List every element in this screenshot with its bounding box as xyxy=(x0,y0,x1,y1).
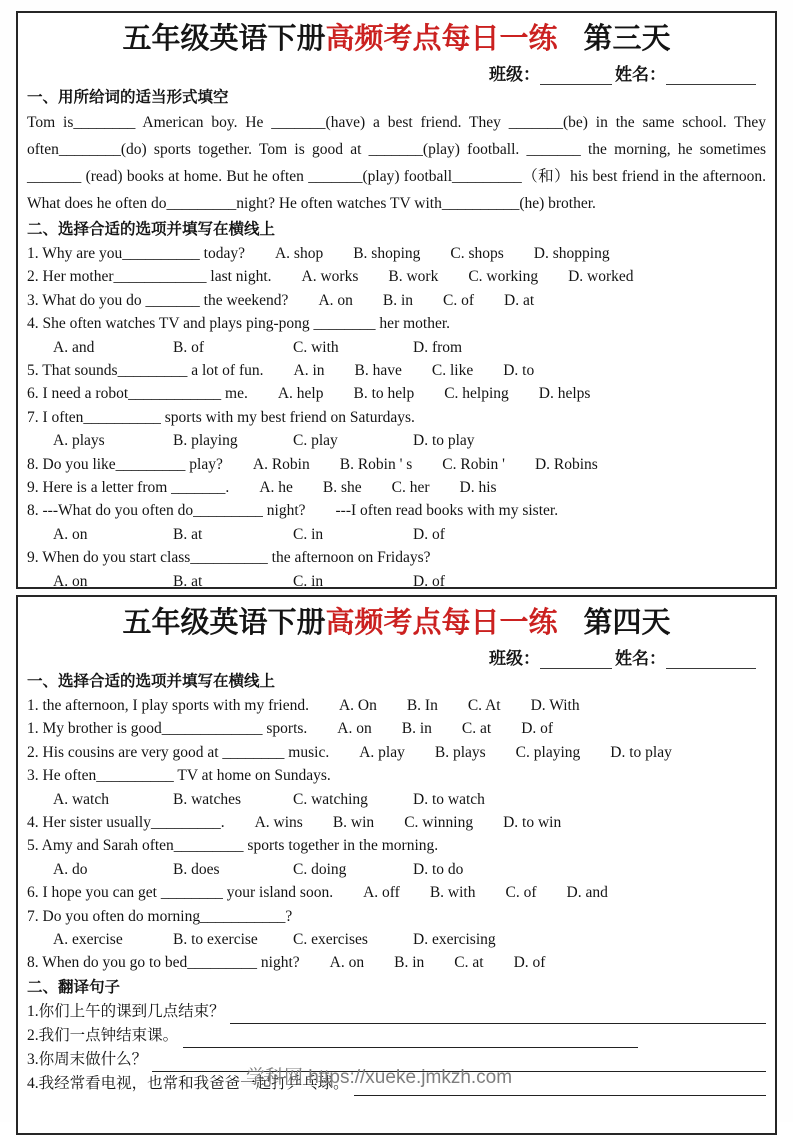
question-text: 4. She often watches TV and plays ping-pong ________ her mother. xyxy=(27,315,451,333)
section-heading-choice-day3: 二、选择合适的选项并填写在横线上 xyxy=(27,221,276,238)
option-item: D. helps xyxy=(538,385,591,403)
question-line xyxy=(27,336,766,359)
option-item: B. in xyxy=(382,291,414,309)
option-item: B. work xyxy=(388,268,439,286)
cloze-paragraph: Tom is________ American boy. He _______(have) a best friend. They _______(be) in the same school. They often________(do) sports together. Tom is good at _______(play) football. _______ the morning, he sometimes _______ (read) books at home. But he often _______(play) football_________（和）his best friend in the afternoon. What does he often do_________night? He often watches TV with__________(he) brother. xyxy=(27,114,766,212)
option-item: C. like xyxy=(431,362,474,380)
class-name-row xyxy=(27,643,766,669)
question-line xyxy=(27,858,766,881)
question-text: 8. When do you go to bed_________ night? xyxy=(27,954,300,972)
option-item: A. shop xyxy=(274,245,324,262)
option-item: B. In xyxy=(406,697,438,714)
translation-line xyxy=(27,1000,766,1024)
question-text: 2. His cousins are very good at ________ music. xyxy=(27,743,330,761)
option-item: A. play xyxy=(359,743,405,761)
option-item: A. on xyxy=(53,572,88,590)
option-item: B. have xyxy=(354,362,402,380)
watermark-text: 学科网 https://xueke.jmkzh.com xyxy=(246,1067,513,1088)
option-item: C. shops xyxy=(450,245,504,262)
name-blank xyxy=(666,650,756,669)
title-highlight: 高频考点每日一练 xyxy=(325,607,558,639)
option-item: A. works xyxy=(301,268,359,286)
question-text: 5. That sounds_________ a lot of fun. xyxy=(27,362,264,380)
option-item: A. on xyxy=(329,954,365,972)
question-text: 4. Her sister usually_________. xyxy=(27,814,225,832)
translation-text: 2.我们一点钟结束课。 xyxy=(27,1026,179,1044)
option-item: C. of xyxy=(505,884,537,902)
question-line xyxy=(27,834,766,857)
day4-question-list xyxy=(27,694,766,975)
option-item: C. in xyxy=(293,572,324,590)
worksheet-title-day3 xyxy=(27,21,766,57)
option-item: A. Robin xyxy=(252,455,310,473)
day3-section xyxy=(16,11,777,589)
answer-blank xyxy=(354,1077,766,1096)
option-item: B. at xyxy=(173,572,203,590)
option-item: A. wins xyxy=(254,814,303,832)
option-item: B. to help xyxy=(353,385,415,403)
question-line xyxy=(27,429,766,452)
section-heading-cloze: 一、用所给词的适当形式填空 xyxy=(27,89,229,106)
option-item: B. she xyxy=(322,479,362,497)
option-item: B. win xyxy=(332,814,375,832)
option-item: D. of xyxy=(413,525,445,543)
option-item: A. do xyxy=(53,860,88,878)
option-item: C. at xyxy=(461,720,492,738)
question-text: 5. Amy and Sarah often_________ sports together in the morning. xyxy=(27,837,439,855)
section-heading-translate: 二、翻译句子 xyxy=(27,978,121,996)
option-item: C. At xyxy=(467,697,501,714)
option-item: D. Robins xyxy=(534,455,598,473)
option-item: C. Robin ' xyxy=(442,455,505,473)
option-item: D. from xyxy=(413,338,463,356)
option-item: A. in xyxy=(293,362,325,380)
option-item: D. to xyxy=(503,362,535,380)
question-line xyxy=(27,881,766,904)
title-course: 五年级英语下册 xyxy=(122,607,326,639)
name-label: 姓名： xyxy=(615,65,666,84)
option-item: D. to play xyxy=(413,432,475,450)
option-item: ---I often read books with my sister. xyxy=(335,502,559,520)
question-line xyxy=(27,764,766,787)
option-item: C. her xyxy=(391,479,430,497)
option-item: D. to play xyxy=(610,743,672,761)
translation-text: 1.你们上午的课到几点结束？ xyxy=(27,1002,225,1020)
question-text: 1. Why are you__________ today? xyxy=(27,245,245,262)
option-item: D. shopping xyxy=(533,245,610,262)
day3-question-list xyxy=(27,242,766,593)
option-item: D. of xyxy=(413,572,445,590)
option-item: D. With xyxy=(530,697,580,714)
class-label: 班级： xyxy=(489,65,540,84)
option-item: A. on xyxy=(53,525,88,543)
class-blank xyxy=(540,650,612,669)
question-line xyxy=(27,905,766,928)
translation-line xyxy=(27,1072,766,1096)
option-item: B. watches xyxy=(173,790,242,808)
question-line xyxy=(27,289,766,312)
option-item: C. working xyxy=(468,268,539,286)
option-item: B. does xyxy=(173,860,220,878)
question-line xyxy=(27,453,766,476)
question-text: 1. the afternoon, I play sports with my friend. xyxy=(27,697,309,714)
option-item: B. with xyxy=(429,884,476,902)
question-text: 6. I need a robot____________ me. xyxy=(27,385,248,403)
question-text: 9. Here is a letter from _______. xyxy=(27,479,230,497)
option-item: B. Robin ' s xyxy=(339,455,413,473)
title-highlight: 高频考点每日一练 xyxy=(325,23,558,55)
class-name-row xyxy=(27,59,766,85)
option-item: A. and xyxy=(53,338,95,356)
question-line xyxy=(27,717,766,740)
question-text: 3. What do you do _______ the weekend? xyxy=(27,291,289,309)
option-item: A. help xyxy=(277,385,324,403)
option-item: C. with xyxy=(293,338,339,356)
option-item: A. On xyxy=(338,697,377,714)
question-text: 3. He often__________ TV at home on Sundays. xyxy=(27,767,331,785)
option-item: A. off xyxy=(363,884,400,902)
class-blank xyxy=(540,66,612,85)
question-line xyxy=(27,694,766,717)
day4-translation-list xyxy=(27,1000,766,1096)
option-item: D. of xyxy=(521,720,554,738)
question-text: 8. Do you like_________ play? xyxy=(27,455,223,473)
question-line xyxy=(27,242,766,265)
option-item: D. of xyxy=(513,954,546,972)
option-item: C. in xyxy=(293,525,324,543)
option-item: A. plays xyxy=(53,432,105,450)
option-item: B. to exercise xyxy=(173,931,258,949)
option-item: A. exercise xyxy=(53,931,123,949)
option-item: C. exercises xyxy=(293,931,368,949)
option-item: D. at xyxy=(504,291,535,309)
question-line xyxy=(27,928,766,951)
question-text: 9. When do you start class__________ the afternoon on Fridays? xyxy=(27,549,431,567)
answer-blank xyxy=(183,1029,638,1048)
question-line xyxy=(27,476,766,499)
question-line xyxy=(27,811,766,834)
title-course: 五年级英语下册 xyxy=(122,23,326,55)
option-item: A. on xyxy=(318,291,353,309)
option-item: B. plays xyxy=(434,743,486,761)
title-day-label: 第四天 xyxy=(583,607,671,639)
answer-blank xyxy=(152,1053,766,1072)
day4-section xyxy=(16,595,777,1135)
question-line xyxy=(27,741,766,764)
section-heading-choice-day4: 一、选择合适的选项并填写在横线上 xyxy=(27,673,276,690)
option-item: C. playing xyxy=(515,743,581,761)
question-line xyxy=(27,570,766,593)
option-item: D. worked xyxy=(568,268,634,286)
option-item: C. at xyxy=(454,954,484,972)
answer-blank xyxy=(230,1005,766,1024)
translation-line xyxy=(27,1048,766,1072)
option-item: A. on xyxy=(337,720,372,738)
translation-text: 4.我经常看电视，也常和我爸爸一起打乒乓球。 xyxy=(27,1074,349,1092)
question-text: 7. Do you often do morning___________? xyxy=(27,907,293,925)
option-item: B. shoping xyxy=(353,245,421,262)
worksheet-title-day4 xyxy=(27,605,766,641)
question-text: 8. ---What do you often do_________ night? xyxy=(27,502,306,520)
option-item: B. in xyxy=(401,720,432,738)
option-item: A. watch xyxy=(53,790,109,808)
option-item: D. to watch xyxy=(413,790,485,808)
option-item: C. play xyxy=(293,432,338,450)
option-item: C. helping xyxy=(444,385,509,403)
question-text: 6. I hope you can get ________ your island soon. xyxy=(27,884,334,902)
option-item: C. watching xyxy=(293,790,368,808)
question-line xyxy=(27,788,766,811)
option-item: D. to do xyxy=(413,860,464,878)
question-line xyxy=(27,265,766,288)
option-item: C. doing xyxy=(293,860,347,878)
option-item: D. and xyxy=(566,884,608,902)
question-text: 2. Her mother____________ last night. xyxy=(27,268,272,286)
question-line xyxy=(27,359,766,382)
option-item: B. at xyxy=(173,525,203,543)
question-line xyxy=(27,382,766,405)
translation-text: 3.你周末做什么？ xyxy=(27,1050,148,1068)
question-text: 7. I often__________ sports with my best friend on Saturdays. xyxy=(27,408,415,426)
question-line xyxy=(27,406,766,429)
question-line xyxy=(27,312,766,335)
option-item: D. his xyxy=(459,479,497,497)
question-line xyxy=(27,951,766,974)
name-blank xyxy=(666,66,756,85)
option-item: B. playing xyxy=(173,432,238,450)
translation-line xyxy=(27,1024,766,1048)
option-item: A. he xyxy=(259,479,293,497)
question-line xyxy=(27,499,766,522)
option-item: C. winning xyxy=(404,814,474,832)
question-line xyxy=(27,523,766,546)
option-item: D. to win xyxy=(503,814,562,832)
name-label: 姓名： xyxy=(615,649,666,668)
option-item: C. of xyxy=(443,291,475,309)
option-item: B. of xyxy=(173,338,204,356)
option-item: B. in xyxy=(394,954,425,972)
class-label: 班级： xyxy=(489,649,540,668)
question-text: 1. My brother is good_____________ sports. xyxy=(27,720,308,738)
option-item: D. exercising xyxy=(413,931,496,949)
question-line xyxy=(27,546,766,569)
title-day-label: 第三天 xyxy=(583,23,671,55)
